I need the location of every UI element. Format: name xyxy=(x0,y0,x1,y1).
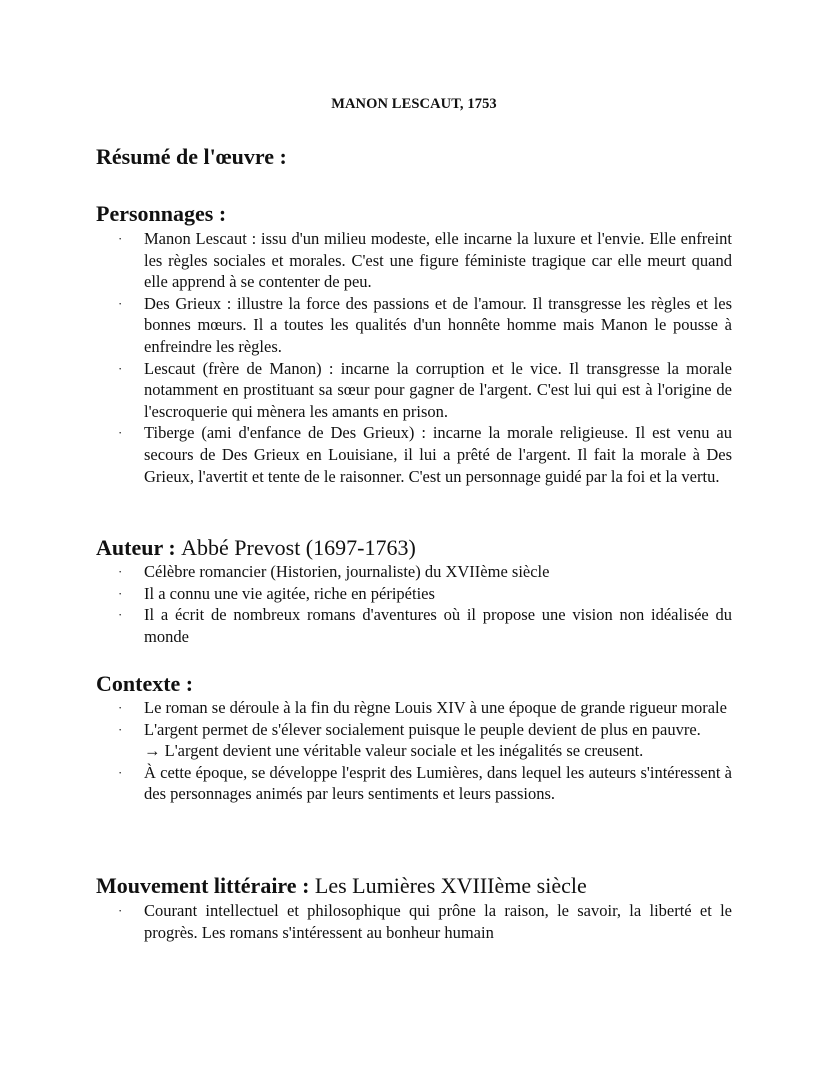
list-item: · Il a connu une vie agitée, riche en péripéties xyxy=(118,583,435,603)
list-item: · Lescaut (frère de Manon) : incarne la corruption et le vice. Il transgresse la morale notamment en prostituant sa sœur pour gagner de l'argent. C'est lui qui est à l'origine de l'escroquerie qui mènera les amants en prison. xyxy=(118,358,732,421)
mouvement-subtitle: Les Lumières XVIIIème siècle xyxy=(314,873,587,898)
auteur-list xyxy=(96,561,732,647)
bullet-icon: · xyxy=(118,585,123,601)
heading-mouvement: Mouvement littéraire : Les Lumières XVIIIème siècle xyxy=(96,873,587,898)
bullet-icon: · xyxy=(118,721,123,737)
list-item: · Il a écrit de nombreux romans d'aventures où il propose une vision non idéalisée du monde xyxy=(118,605,732,646)
bullet-icon: · xyxy=(118,295,123,311)
heading-auteur: Auteur : Abbé Prevost (1697-1763) xyxy=(96,535,416,560)
bullet-icon: · xyxy=(118,903,123,918)
heading-resume: Résumé de l'œuvre : xyxy=(96,144,287,169)
contexte-note: → L'argent devient une véritable valeur sociale et les inégalités se creusent. xyxy=(144,741,644,761)
bullet-icon: · xyxy=(118,764,123,780)
auteur-subtitle: Abbé Prevost (1697-1763) xyxy=(181,535,416,560)
list-item: · Manon Lescaut : issu d'un milieu modeste, elle incarne la luxure et l'envie. Elle enfreint les règles sociales et morales. C'est une figure féministe tragique car elle meurt quand elle apprend à se contenter de peu. xyxy=(118,229,732,292)
heading-personnages: Personnages : xyxy=(96,201,227,226)
list-item: · Courant intellectuel et philosophique qui prône la raison, le savoir, la liberté et le progrès. Les romans s'intéressent au bonheur humain xyxy=(118,901,732,942)
bullet-icon: · xyxy=(118,607,123,623)
list-item: · Célèbre romancier (Historien, journaliste) du XVIIème siècle xyxy=(118,562,550,581)
list-item: · Des Grieux : illustre la force des passions et de l'amour. Il transgresse les règles et les bonnes mœurs. Il a toutes les qualités d'un honnête homme mais Manon le pousse à enfreindre les règles. xyxy=(118,293,732,356)
heading-contexte: Contexte : xyxy=(96,671,194,696)
personnages-list xyxy=(96,228,732,487)
mouvement-list xyxy=(96,900,732,943)
list-item: · L'argent permet de s'élever socialement puisque le peuple devient de plus en pauvre. xyxy=(118,719,701,739)
bullet-icon: · xyxy=(118,425,123,441)
list-item: · Tiberge (ami d'enfance de Des Grieux) : incarne la morale religieuse. Il est venu au secours de Des Grieux en Louisiane, il lui a prêté de l'argent. Il fait la morale à Des Grieux, l'avertit et tente de le raisonner. C'est un personnage guidé par la foi et la vertu. xyxy=(118,423,732,486)
bullet-icon: · xyxy=(118,231,123,246)
bullet-icon: · xyxy=(118,564,123,579)
bullet-icon: · xyxy=(118,360,123,376)
contexte-list xyxy=(96,697,732,805)
document-title: MANON LESCAUT, 1753 xyxy=(331,96,497,112)
bullet-icon: · xyxy=(118,700,123,715)
list-item: · À cette époque, se développe l'esprit des Lumières, dans lequel les auteurs s'intéressent à des personnages animés par leurs sentiments et leurs passions. xyxy=(118,762,732,804)
list-item: · Le roman se déroule à la fin du règne Louis XIV à une époque de grande rigueur morale xyxy=(118,698,727,717)
